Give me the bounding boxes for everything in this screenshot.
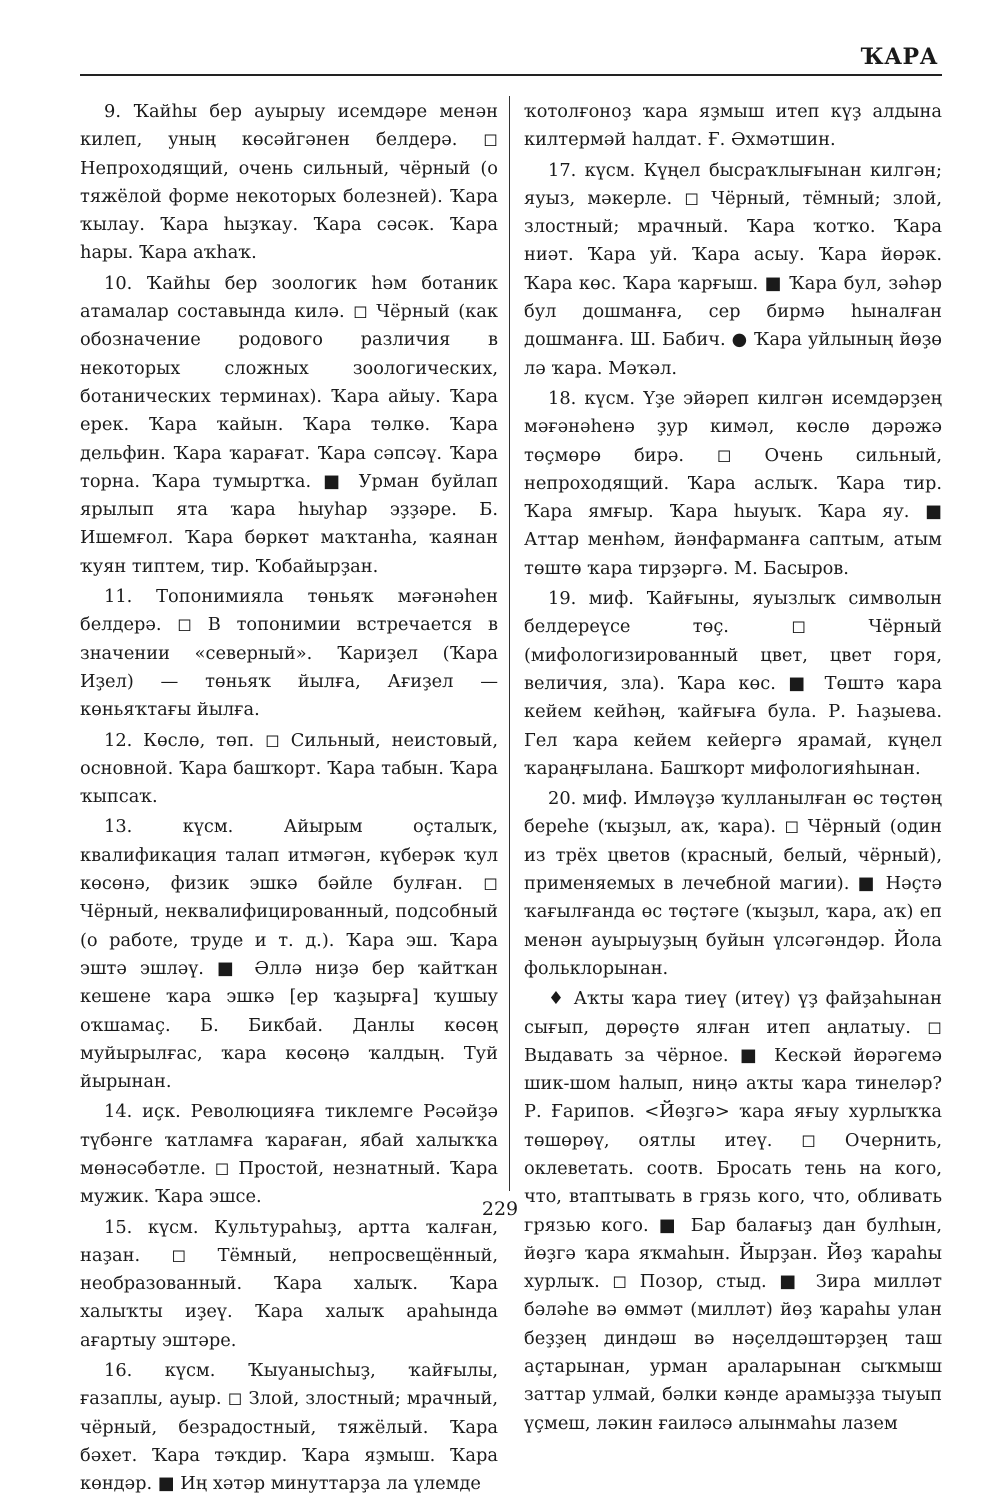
column-divider (509, 96, 510, 1191)
running-header (80, 40, 942, 76)
entry-paragraph: 19. миф. Ҡайғыны, яуызлыҡ символын белдереүсе төҫ. ◻ Чёрный (мифологизированный цвет, цвет горя, величия, зла). Ҡара көс. ■ Төштә ҡара кейем кейһәң, ҡайғыға була. Р. Һаҙыева. Гел ҡара кейем кейергә ярамай, күңел ҡараңғылана. Башҡорт мифологияһынан. (524, 588, 942, 779)
entry-paragraph: 10. Ҡайһы бер зоологик һәм ботаник атамалар составында килә. ◻ Чёрный (как обозначение родового различия в некоторых сложных зоологических, ботанических терминах). Ҡара айыу. Ҡара ерек. Ҡара ҡайын. Ҡара төлкө. Ҡара дельфин. Ҡара ҡарағат. Ҡара сәпсәү. Ҡара торна. Ҡара тумыртҡа. ■ Урман буйлап ярылып ята ҡара һыуһар эҙҙәре. Б. Ишемғол. Ҡара бөркөт маҡтанһа, ҡаянан ҡуян типтем, тир. Ҡобайырҙан. (80, 272, 498, 577)
entry-paragraph: 16. күсм. Ҡыуанысһыҙ, ҡайғылы, ғазаплы, ауыр. ◻ Злой, злостный; мрачный, чёрный, безрадостный, тяжёлый. Ҡара бәхет. Ҡара тәҡдир. Ҡара яҙмыш. Ҡара көндәр. ■ Иң хәтәр минуттарҙа ла үлемде (80, 1360, 498, 1495)
entry-paragraph: 11. Топонимияла төньяҡ мәғәнәһен белдерә. ◻ В топонимии встречается в значении «северный». Ҡариҙел (Ҡара Иҙел) — төньяҡ йылға, Ағиҙел — көньяҡтағы йылға. (80, 586, 498, 721)
entry-paragraph: 18. күсм. Үҙе эйәреп килгән исемдәрҙең мәғәнәһенә ҙур кимәл, көслө дәрәжә төҫмөрө бирә. ◻ Очень сильный, непроходящий. Ҡара аслыҡ. Ҡара тир. Ҡара ямғыр. Ҡара һыуыҡ. Ҡара яу. ■ Аттар менһәм, йәнфарманға саптым, атым төштө ҡара тирҙәргә. М. Басыров. (524, 387, 942, 579)
entry-paragraph: ҡотолғоноҙ ҡара яҙмыш итеп күҙ алдына килтермәй һалдат. Ғ. Әхмәтшин. (524, 101, 942, 151)
right-column (524, 98, 942, 1440)
entry-paragraph: 15. күсм. Культураһыҙ, артта ҡалған, наҙан. ◻ Тёмный, непросвещённый, необразованный. Ҡара халыҡ. Ҡара халыҡты иҙеү. Ҡара халыҡ араһында ағартыу эштәре. (80, 1216, 498, 1351)
entry-paragraph: 17. күсм. Күңел бысраҡлығынан килгән; яуыз, мәкерле. ◻ Чёрный, тёмный; злой, злостный; мрачный. Ҡара ҡотҡо. Ҡара ниәт. Ҡара уй. Ҡара асыу. Ҡара йөрәк. Ҡара көс. Ҡара ҡарғыш. ■ Ҡара бул, зәһәр бул дошманға, сер бирмә һыналған дошманға. Ш. Бабич. ● Ҡара уйлының йөҙө лә ҡара. Мәҡәл. (524, 159, 942, 379)
entry-paragraph: 12. Көслө, төп. ◻ Сильный, неистовый, основной. Ҡара башҡорт. Ҡара табын. Ҡара ҡыпсаҡ. (80, 729, 498, 808)
entry-paragraph: 14. иҫк. Революцияға тиклемге Рәсәйҙә түбәнге ҡатламға ҡараған, ябай халыҡҡа мөнәсәбәтле. ◻ Простой, незнатный. Ҡара мужик. Ҡара эшсе. (80, 1101, 498, 1208)
entry-paragraph: 9. Ҡайһы бер ауырыу исемдәре менән килеп, уның көсәйгәнен белдерә. ◻ Непроходящий, очень сильный, чёрный (о тяжёлой форме некоторых болезней). Ҡара ҡылау. Ҡара һыҙҡау. Ҡара сәсәк. Ҡара һары. Ҡара аҡһаҡ. (80, 101, 498, 264)
page-number: 229 (481, 1198, 519, 1220)
header-title: ҠАРА (860, 44, 938, 70)
entry-paragraph: ♦ Аҡты ҡара тиеү (итеү) үҙ файҙаһынан сығып, дөрөҫтө ялған итеп аңлатыу. ◻ Выдавать за чёрное. ■ Кескәй йөрәгемә шик-шом һалып, ниңә аҡты ҡара тинеләр? Р. Ғарипов. <Йөҙгә> ҡара яғыу хурлыҡҡа төшөрөү, оятлы итеү. ◻ Очернить, оклеветать. соотв. Бросать тень на кого, что, втаптывать в грязь кого, что, обливать грязью кого. ■ Бар балағыҙ дан булһын, йөҙгә ҡара яҡмаһын. Йырҙан. Йөҙ ҡараһы хурлыҡ. ◻ Позор, стыд. ■ Зира милләт бәләһе вә өммәт (милләт) йөҙ ҡараһы улан беҙҙең диндәш вә нәҫелдәштәрҙең таш аҫтарынан, урман араларынан сыҡмыш заттар улмай, бәлки кәнде арамыҙҙа тыуып үҫмеш, ләкин ғаиләсә алынмаһы лазем (524, 988, 942, 1434)
left-column (80, 98, 498, 1501)
entry-paragraph: 20. миф. Имләүҙә ҡулланылған өс төҫтөң береһе (ҡыҙыл, аҡ, ҡара). ◻ Чёрный (один из трёх цветов (красный, белый, чёрный), применяемых в лечебной магии). ■ Нәҫтә ҡағылғанда өс төҫтәге (ҡыҙыл, ҡара, аҡ) еп менән ауырыуҙың буйын үлсәгәндәр. Йола фольклорынан. (524, 788, 942, 979)
entry-paragraph: 13. күсм. Айырым оҫталыҡ, квалификация талап итмәгән, күберәк ҡул көсөнә, физик эшкә бәйле булған. ◻ Чёрный, неквалифицированный, подсобный (о работе, труде и т. д.). Ҡара эш. Ҡара эштә эшләү. ■ Әллә ниҙә бер ҡайтҡан кешене ҡара эшкә [ер ҡаҙырға] ҡушыу оҡшамаҫ. Б. Бикбай. Данлы көсөң муйырылғас, ҡара көсөңә ҡалдың. Туй йырынан. (80, 816, 498, 1093)
